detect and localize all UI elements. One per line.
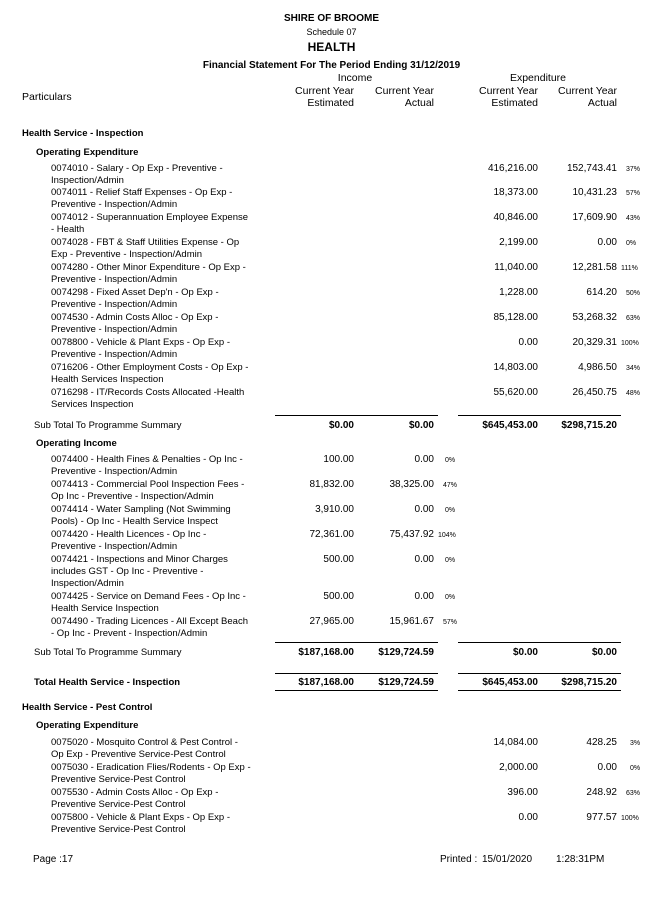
subtotal-inc-act: $0.00 xyxy=(408,420,434,431)
exp-actual-value: 17,609.90 xyxy=(572,212,617,223)
exp-percent: 63% xyxy=(626,790,641,797)
subtotal-exp-act: $298,715.20 xyxy=(561,420,617,431)
group-title: Operating Expenditure xyxy=(36,147,139,158)
exp-estimated-value: 2,199.00 xyxy=(499,237,538,248)
line-item-desc: 0716298 - IT/Records Costs Allocated -Health Services Inspection xyxy=(51,387,245,410)
inc-actual-value: 38,325.00 xyxy=(389,479,434,490)
exp-percent: 111% xyxy=(621,265,638,272)
line-item-desc: 0075020 - Mosquito Control & Pest Control - Op Exp - Preventive Service-Pest Control xyxy=(51,737,238,760)
printed-label: Printed : xyxy=(440,854,478,865)
subtotal-inc-est: $0.00 xyxy=(328,420,354,431)
exp-estimated-value: 2,000.00 xyxy=(499,762,538,773)
exp-act-heading-1: Current Year xyxy=(558,85,617,97)
exp-percent: 37% xyxy=(626,166,641,173)
exp-actual-value: 248.92 xyxy=(586,787,617,798)
exp-estimated-value: 85,128.00 xyxy=(493,312,538,323)
inc-estimated-value: 100.00 xyxy=(323,454,354,465)
exp-est-heading-1: Current Year xyxy=(479,85,538,97)
subtotal-exp-est: $0.00 xyxy=(512,647,538,658)
statement-title: Financial Statement For The Period Ending 31/12/2019 xyxy=(202,60,461,71)
total-inc-act: $129,724.59 xyxy=(378,677,434,688)
inc-percent: 104% xyxy=(438,532,456,539)
line-item-desc: 0074028 - FBT & Staff Utilities Expense - Op Exp - Preventive - Inspection/Admin xyxy=(51,237,240,260)
subtotal-exp-act: $0.00 xyxy=(591,647,617,658)
inc-act-heading-1: Current Year xyxy=(375,85,434,97)
inc-percent: 0% xyxy=(445,507,456,514)
inc-percent: 57% xyxy=(443,619,458,626)
inc-estimated-value: 500.00 xyxy=(323,554,354,565)
line-item-desc: 0078800 - Vehicle & Plant Exps - Op Exp - Preventive - Inspection/Admin xyxy=(51,337,231,360)
exp-estimated-value: 0.00 xyxy=(518,337,538,348)
total-exp-est: $645,453.00 xyxy=(482,677,538,688)
exp-est-heading-2: Estimated xyxy=(491,97,538,109)
exp-percent: 34% xyxy=(626,365,641,372)
inc-estimated-value: 81,832.00 xyxy=(309,479,354,490)
printed-date: 15/01/2020 xyxy=(482,854,533,865)
exp-actual-value: 428.25 xyxy=(586,737,617,748)
group-title: Operating Expenditure xyxy=(36,720,139,731)
total-underline-income xyxy=(275,690,438,691)
exp-percent: 0% xyxy=(626,240,637,247)
exp-percent: 63% xyxy=(626,315,641,322)
inc-actual-value: 15,961.67 xyxy=(389,616,434,627)
exp-actual-value: 10,431.23 xyxy=(572,187,617,198)
exp-percent: 100% xyxy=(621,815,639,822)
subtotal-label: Sub Total To Programme Summary xyxy=(34,420,182,431)
exp-percent: 100% xyxy=(621,340,639,347)
organization-title: SHIRE OF BROOME xyxy=(283,13,379,24)
subtotal-inc-act: $129,724.59 xyxy=(378,647,434,658)
inc-percent: 47% xyxy=(443,482,458,489)
inc-percent: 0% xyxy=(445,457,456,464)
subtotal-inc-est: $187,168.00 xyxy=(298,647,354,658)
line-item-desc: 0074011 - Relief Staff Expenses - Op Exp - Preventive - Inspection/Admin xyxy=(51,187,233,210)
inc-est-heading-2: Estimated xyxy=(307,97,354,109)
exp-estimated-value: 18,373.00 xyxy=(493,187,538,198)
exp-estimated-value: 40,846.00 xyxy=(493,212,538,223)
inc-estimated-value: 500.00 xyxy=(323,591,354,602)
line-item-desc: 0074490 - Trading Licences - All Except Beach - Op Inc - Prevent - Inspection/Admin xyxy=(51,616,248,639)
exp-actual-value: 152,743.41 xyxy=(566,163,617,174)
subtotal-exp-est: $645,453.00 xyxy=(482,420,538,431)
subtotal-rule-income xyxy=(275,415,438,416)
line-item-desc: 0074400 - Health Fines & Penalties - Op Inc - Preventive - Inspection/Admin xyxy=(51,454,243,477)
exp-estimated-value: 11,040.00 xyxy=(494,262,538,273)
exp-estimated-value: 1,228.00 xyxy=(499,287,538,298)
total-inc-est: $187,168.00 xyxy=(298,677,354,688)
inc-actual-value: 75,437.92 xyxy=(389,529,434,540)
line-item-desc: 0074280 - Other Minor Expenditure - Op Exp - Preventive - Inspection/Admin xyxy=(51,262,246,285)
total-rule-income xyxy=(275,673,438,674)
section-title: Health Service - Inspection xyxy=(22,128,144,139)
income-group-heading: Income xyxy=(337,72,373,84)
total-underline-expenditure xyxy=(458,690,621,691)
subtotal-label: Sub Total To Programme Summary xyxy=(34,647,182,658)
exp-estimated-value: 14,803.00 xyxy=(493,362,538,373)
inc-actual-value: 0.00 xyxy=(414,554,434,565)
exp-estimated-value: 396.00 xyxy=(507,787,538,798)
total-exp-act: $298,715.20 xyxy=(561,677,617,688)
schedule-label: Schedule 07 xyxy=(306,27,357,37)
exp-actual-value: 614.20 xyxy=(586,287,617,298)
line-item-desc: 0075800 - Vehicle & Plant Exps - Op Exp - Preventive Service-Pest Control xyxy=(51,812,231,835)
exp-actual-value: 12,281.58 xyxy=(572,262,617,273)
total-rule-expenditure xyxy=(458,673,621,674)
subtotal-rule-expenditure xyxy=(458,415,621,416)
line-item-desc: 0074010 - Salary - Op Exp - Preventive - Inspection/Admin xyxy=(51,163,223,186)
subtotal-rule-income xyxy=(275,642,438,643)
exp-estimated-value: 55,620.00 xyxy=(493,387,538,398)
line-item-desc: 0074530 - Admin Costs Alloc - Op Exp - Preventive - Inspection/Admin xyxy=(51,312,219,335)
group-title: Operating Income xyxy=(36,438,117,449)
line-item-desc: 0075530 - Admin Costs Alloc - Op Exp - Preventive Service-Pest Control xyxy=(51,787,219,810)
exp-actual-value: 977.57 xyxy=(586,812,617,823)
section-title: Health Service - Pest Control xyxy=(22,702,153,713)
inc-percent: 0% xyxy=(445,557,456,564)
line-item-desc: 0074425 - Service on Demand Fees - Op Inc - Health Service Inspection xyxy=(51,591,246,614)
exp-percent: 48% xyxy=(626,390,641,397)
inc-actual-value: 0.00 xyxy=(414,504,434,515)
particulars-heading: Particulars xyxy=(22,91,72,103)
inc-percent: 0% xyxy=(445,594,456,601)
inc-estimated-value: 72,361.00 xyxy=(309,529,354,540)
exp-actual-value: 4,986.50 xyxy=(578,362,617,373)
page-number: Page :17 xyxy=(33,854,74,865)
exp-actual-value: 20,329.31 xyxy=(572,337,617,348)
inc-actual-value: 0.00 xyxy=(414,591,434,602)
exp-estimated-value: 416,216.00 xyxy=(487,163,538,174)
exp-estimated-value: 0.00 xyxy=(518,812,538,823)
exp-percent: 0% xyxy=(630,765,641,772)
line-item-desc: 0074420 - Health Licences - Op Inc - Preventive - Inspection/Admin xyxy=(51,529,207,552)
line-item-desc: 0074414 - Water Sampling (Not Swimming Pools) - Op Inc - Health Service Inspect xyxy=(51,504,231,527)
department-title: HEALTH xyxy=(307,40,356,54)
exp-percent: 50% xyxy=(626,290,641,297)
exp-act-heading-2: Actual xyxy=(587,97,617,109)
expenditure-group-heading: Expenditure xyxy=(509,72,567,84)
line-item-desc: 0716206 - Other Employment Costs - Op Exp - Health Services Inspection xyxy=(51,362,249,385)
inc-estimated-value: 3,910.00 xyxy=(315,504,354,515)
total-label: Total Health Service - Inspection xyxy=(34,677,181,688)
inc-actual-value: 0.00 xyxy=(414,454,434,465)
printed-time: 1:28:31PM xyxy=(556,854,605,865)
exp-actual-value: 0.00 xyxy=(597,237,617,248)
inc-act-heading-2: Actual xyxy=(404,97,434,109)
line-item-desc: 0074421 - Inspections and Minor Charges includes GST - Op Inc - Preventive - Inspection/Admin xyxy=(51,554,228,589)
inc-est-heading-1: Current Year xyxy=(295,85,354,97)
line-item-desc: 0074298 - Fixed Asset Dep'n - Op Exp - Preventive - Inspection/Admin xyxy=(51,287,219,310)
exp-percent: 57% xyxy=(626,190,641,197)
inc-estimated-value: 27,965.00 xyxy=(309,616,354,627)
subtotal-rule-expenditure xyxy=(458,642,621,643)
exp-actual-value: 26,450.75 xyxy=(572,387,617,398)
exp-actual-value: 53,268.32 xyxy=(572,312,617,323)
line-item-desc: 0075030 - Eradication Flies/Rodents - Op Exp - Preventive Service-Pest Control xyxy=(51,762,251,785)
exp-estimated-value: 14,084.00 xyxy=(493,737,538,748)
line-item-desc: 0074413 - Commercial Pool Inspection Fees - Op Inc - Preventive - Inspection/Admin xyxy=(51,479,245,502)
exp-actual-value: 0.00 xyxy=(597,762,617,773)
exp-percent: 43% xyxy=(626,215,641,222)
exp-percent: 3% xyxy=(630,740,641,747)
line-item-desc: 0074012 - Superannuation Employee Expense - Health xyxy=(51,212,249,235)
